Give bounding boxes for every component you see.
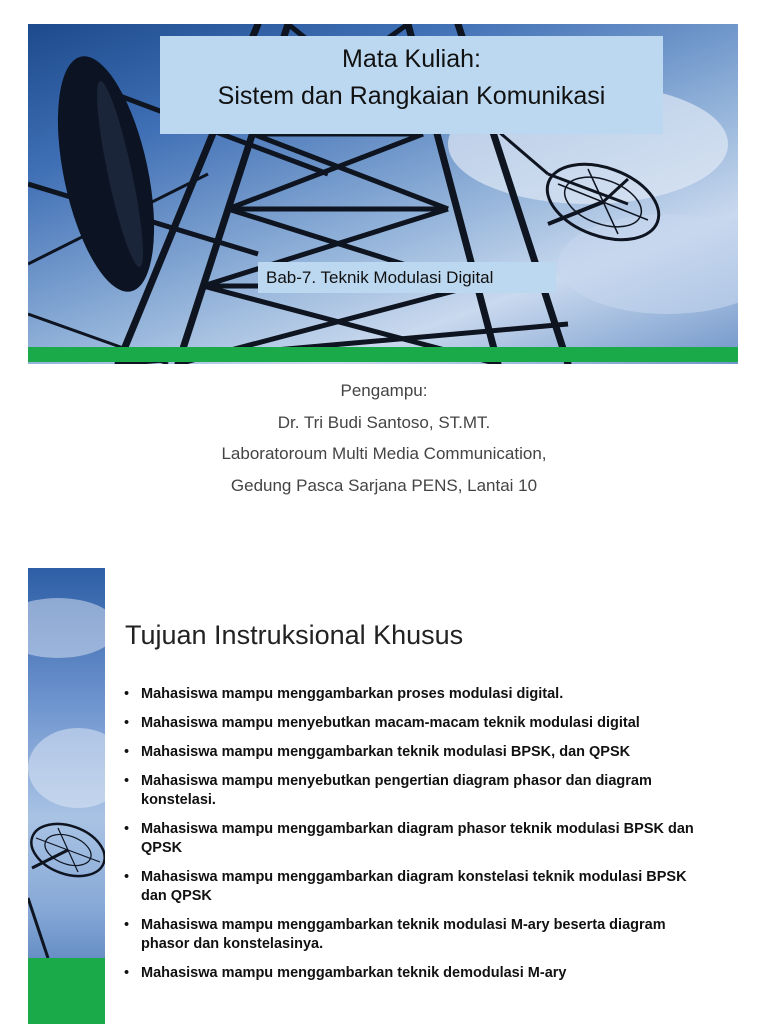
bullet-icon: • bbox=[124, 715, 130, 731]
side-strip-image bbox=[28, 568, 105, 1024]
objectives-list bbox=[122, 685, 712, 983]
bullet-icon: • bbox=[124, 965, 130, 981]
objective-text: Mahasiswa mampu menyebutkan macam-macam teknik modulasi digital bbox=[141, 715, 640, 731]
objective-text: Mahasiswa mampu menggambarkan diagram konstelasi teknik modulasi BPSK dan QPSK bbox=[141, 869, 687, 904]
objectives-heading: Tujuan Instruksional Khusus bbox=[125, 620, 464, 650]
objective-item bbox=[122, 964, 712, 983]
chapter-subtitle: Bab-7. Teknik Modulasi Digital bbox=[258, 262, 556, 293]
objective-item bbox=[122, 743, 712, 762]
satellite-dish-left bbox=[40, 48, 172, 300]
bullet-icon: • bbox=[124, 917, 130, 933]
presenter-info bbox=[0, 375, 768, 501]
title-box bbox=[160, 36, 663, 134]
course-label: Mata Kuliah: bbox=[342, 45, 481, 73]
objective-item bbox=[122, 685, 712, 704]
presenter-lab: Laboratoroum Multi Media Communication, bbox=[221, 444, 547, 463]
objective-text: Mahasiswa mampu menyebutkan pengertian diagram phasor dan diagram konstelasi. bbox=[141, 773, 652, 808]
objective-item bbox=[122, 820, 712, 858]
objective-item bbox=[122, 868, 712, 906]
dish-strip-illustration bbox=[28, 568, 105, 1024]
bullet-icon: • bbox=[124, 744, 130, 760]
presenter-label: Pengampu: bbox=[340, 381, 428, 400]
objective-text: Mahasiswa mampu menggambarkan diagram phasor teknik modulasi BPSK dan QPSK bbox=[141, 821, 694, 856]
objective-text: Mahasiswa mampu menggambarkan proses modulasi digital. bbox=[141, 686, 564, 702]
objective-item bbox=[122, 772, 712, 810]
course-title: Sistem dan Rangkaian Komunikasi bbox=[217, 82, 606, 110]
objective-text: Mahasiswa mampu menggambarkan teknik modulasi M-ary beserta diagram phasor dan konstelasinya. bbox=[141, 917, 666, 952]
bullet-icon: • bbox=[124, 869, 130, 885]
objective-item bbox=[122, 714, 712, 733]
objective-item bbox=[122, 916, 712, 954]
slide2-green-band bbox=[28, 958, 105, 1024]
bullet-icon: • bbox=[124, 821, 130, 837]
presenter-name: Dr. Tri Budi Santoso, ST.MT. bbox=[277, 412, 491, 432]
bullet-icon: • bbox=[124, 773, 130, 789]
satellite-dish-small bbox=[28, 814, 105, 885]
presenter-location: Gedung Pasca Sarjana PENS, Lantai 10 bbox=[230, 475, 538, 495]
bullet-icon: • bbox=[124, 686, 130, 702]
slide1-green-band bbox=[28, 347, 738, 362]
objective-text: Mahasiswa mampu menggambarkan teknik modulasi BPSK, dan QPSK bbox=[141, 744, 631, 760]
objective-text: Mahasiswa mampu menggambarkan teknik demodulasi M-ary bbox=[141, 965, 567, 981]
